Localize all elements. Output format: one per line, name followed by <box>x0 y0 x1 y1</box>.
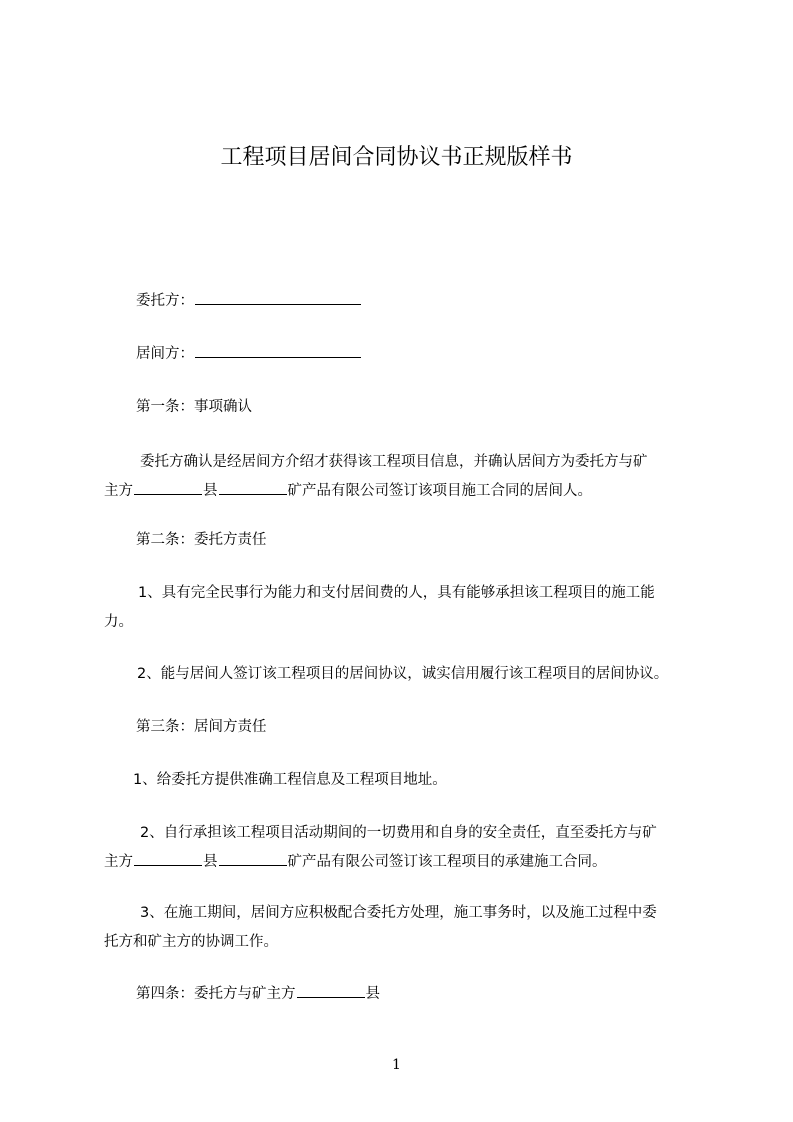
article-2-item-1: 1、具有完全民事行为能力和支付居间费的人，具有能够承担该工程项目的施工能 力。 <box>104 585 655 630</box>
article-3-item-1: 1、给委托方提供准确工程信息及工程项目地址。 <box>133 772 447 788</box>
client-party-blank[interactable] <box>195 288 361 305</box>
province-blank[interactable] <box>134 478 202 495</box>
intermediary-party-field <box>104 340 724 369</box>
article-3-item-2: 2、自行承担该工程项目活动期间的一切费用和自身的安全责任，直至委托方与矿 主方 县 矿产品有限公司签订该工程项目的承建施工合同。 <box>104 825 657 870</box>
client-party-label: 委托方： <box>136 293 194 309</box>
article-2-heading: 第二条：委托方责任 <box>136 532 267 548</box>
client-party-field <box>104 287 724 316</box>
county-blank[interactable] <box>219 478 287 495</box>
article-1-heading: 第一条：事项确认 <box>136 399 252 415</box>
page-number: 1 <box>392 1057 401 1073</box>
article-1-line-2: 主方 县 矿产品有限公司签订该项目施工合同的居间人。 <box>104 477 724 506</box>
article-1-line-1: 委托方确认是经居间方介绍才获得该工程项目信息，并确认居间方为委托方与矿 <box>140 454 648 470</box>
document-title: 工程项目居间合同协议书正规版样书 <box>220 145 573 170</box>
county-blank-2[interactable] <box>219 849 287 866</box>
province-blank-2[interactable] <box>134 849 202 866</box>
intermediary-party-blank[interactable] <box>195 341 361 358</box>
article-2-item-2: 2、能与居间人签订该工程项目的居间协议，诚实信用履行该工程项目的居间协议。 <box>137 666 669 682</box>
article-3-item-3: 3、在施工期间，居间方应积极配合委托方处理，施工事务时，以及施工过程中委 托方和矿主方的协调工作。 <box>104 905 657 950</box>
article-1-body <box>104 448 724 506</box>
province-blank-3[interactable] <box>297 981 365 998</box>
article-3-heading: 第三条：居间方责任 <box>136 719 267 735</box>
article-4-heading: 第四条：委托方与矿主方 县 <box>104 980 724 1009</box>
intermediary-party-label: 居间方： <box>136 346 194 362</box>
